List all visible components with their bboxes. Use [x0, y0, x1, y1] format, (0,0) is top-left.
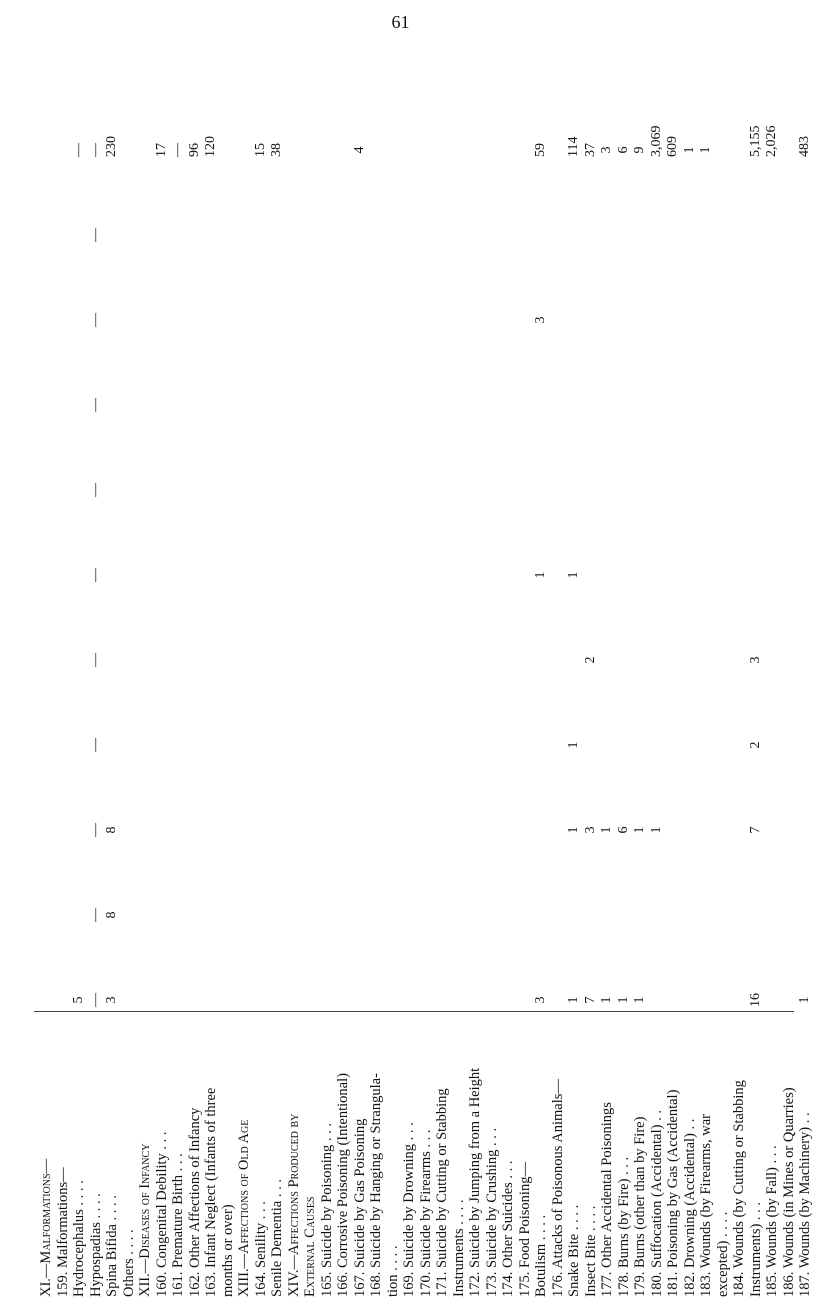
- table-cell: —: [87, 823, 103, 837]
- section-heading: XIV.—Affections Produced by: [285, 1113, 302, 1297]
- table-cell: 114: [566, 136, 581, 157]
- row-label: 163. Infant Neglect (Infants of three: [203, 1087, 219, 1297]
- row-label: 159. Malformations—: [54, 1167, 71, 1297]
- table-cell: 3: [533, 996, 548, 1004]
- table-cell: 1: [566, 826, 581, 834]
- table-cell: 3: [599, 146, 614, 154]
- row-label: 162. Other Affections of Infancy: [186, 1107, 203, 1297]
- table-cell: 96: [186, 143, 202, 157]
- table-cell: 59: [533, 143, 548, 157]
- table-cell: 1: [566, 741, 581, 749]
- table-cell: 2,026: [764, 125, 779, 157]
- table-cell: 4: [351, 146, 367, 154]
- table-cell: 3,069: [648, 125, 664, 157]
- row-label: Instruments) . . .: [747, 1201, 764, 1297]
- table-cell: —: [87, 738, 103, 752]
- table-cell: —: [87, 908, 103, 922]
- table-cell: 1: [698, 146, 713, 154]
- row-label: 174. Other Suicides . . .: [500, 1160, 516, 1297]
- table-cell: 1: [632, 996, 647, 1004]
- table-cell: 3: [104, 996, 119, 1004]
- table-cell: —: [170, 143, 185, 157]
- row-label: Hydrocephalus . . . .: [71, 1180, 87, 1297]
- row-label: 170. Suicide by Firearms . . .: [417, 1129, 434, 1297]
- table-cell: 38: [269, 143, 284, 157]
- row-label: 187. Wounds (by Machinery) . .: [797, 1112, 813, 1297]
- row-label: months or over): [219, 1204, 236, 1297]
- table-cell: 230: [104, 136, 119, 157]
- row-label: 178. Burns (by Fire) . . .: [615, 1156, 632, 1297]
- row-label: 168. Suicide by Hanging or Strangula-: [368, 1073, 384, 1297]
- table-cell: 1: [566, 571, 581, 579]
- section-heading: XIII.—Affections of Old Age: [236, 1119, 252, 1297]
- row-label: 181. Poisoning by Gas (Accidental): [665, 1089, 681, 1297]
- table-cell: 8: [104, 911, 119, 919]
- table-cell: —: [87, 993, 103, 1007]
- table-cell: 5,155: [747, 125, 763, 157]
- table-cell: 15: [252, 143, 268, 157]
- table-cell: 17: [153, 143, 169, 157]
- section-heading: External Causes: [302, 1196, 318, 1297]
- table-cell: 1: [533, 571, 548, 579]
- table-cell: 2: [747, 741, 763, 749]
- table-cell: 483: [797, 136, 812, 157]
- row-label: 169. Suicide by Drowning . . .: [401, 1122, 417, 1297]
- table-cell: 37: [582, 143, 598, 157]
- row-label: 182. Drowning (Accidental) . .: [681, 1118, 698, 1297]
- table-cell: —: [87, 483, 103, 497]
- table-cell: 609: [665, 136, 680, 157]
- row-label: Others . . . .: [120, 1229, 137, 1297]
- row-label: Spina Bifida . . . .: [104, 1195, 120, 1297]
- table-cell: 9: [632, 146, 647, 154]
- row-label: 175. Food Poisoning—: [516, 1162, 533, 1297]
- table-cell: 2: [582, 656, 598, 664]
- row-label: 165. Suicide by Poisoning . . .: [318, 1122, 335, 1297]
- section-heading: XI.—Malformations—: [38, 1158, 54, 1297]
- table-cell: —: [87, 143, 103, 157]
- table-cell: 3: [582, 826, 598, 834]
- row-label: 184. Wounds (by Cutting or Stabbing: [731, 1080, 747, 1297]
- table-cell: —: [87, 568, 103, 582]
- row-label: Hypospadias . . . .: [87, 1193, 104, 1297]
- row-label: 173. Suicide by Crushing . . .: [483, 1127, 500, 1297]
- row-label: 186. Wounds (in Mines or Quarries): [780, 1087, 797, 1297]
- table-cell: 1: [566, 996, 581, 1004]
- row-label: Snake Bite . . . .: [566, 1204, 582, 1297]
- row-label: 160. Congenital Debility . . .: [153, 1131, 170, 1297]
- row-label: 167. Suicide by Gas Poisoning: [351, 1118, 368, 1297]
- section-heading: XII.—Diseases of Infancy: [137, 1143, 153, 1297]
- row-label: excepted) . . . .: [714, 1211, 731, 1297]
- table-cell: 120: [203, 136, 218, 157]
- table-cell: 7: [747, 826, 763, 834]
- table-cell: 6: [615, 826, 631, 834]
- table-cell: 5: [71, 996, 86, 1004]
- table-cell: 3: [533, 316, 548, 324]
- row-label: 179. Burns (other than by Fire): [632, 1116, 648, 1297]
- row-label: 180. Suffocation (Accidental) . .: [648, 1110, 665, 1297]
- table-cell: 1: [615, 996, 631, 1004]
- row-label: Senile Dementia . . .: [269, 1179, 285, 1297]
- row-label: 185. Wounds (by Fall) . . .: [764, 1145, 780, 1297]
- row-label: 177. Other Accidental Poisonings: [599, 1102, 615, 1297]
- table-cell: 1: [648, 826, 664, 834]
- row-label: 164. Senility . . .: [252, 1201, 269, 1297]
- table-cell: 3: [747, 656, 763, 664]
- table-row: [795, 0, 817, 1307]
- table-cell: —: [87, 313, 103, 327]
- page-number: 61: [391, 12, 410, 32]
- table-cell: —: [71, 143, 86, 157]
- table-cell: —: [87, 228, 103, 242]
- table-cell: —: [87, 653, 103, 667]
- row-label: 166. Corrosive Poisoning (Intentional): [335, 1073, 351, 1297]
- table-cell: —: [87, 398, 103, 412]
- row-label: 183. Wounds (by Firearms, war: [698, 1113, 714, 1297]
- table-cell: 1: [797, 996, 812, 1004]
- table-cell: 1: [632, 826, 647, 834]
- table-cell: 8: [104, 826, 119, 834]
- row-label: 176. Attacks of Poisonous Animals—: [549, 1079, 566, 1297]
- table-cell: 1: [599, 826, 614, 834]
- row-label: 172. Suicide by Jumping from a Height: [467, 1067, 483, 1297]
- table-cell: 1: [681, 146, 697, 154]
- row-label: Botulism . . . .: [533, 1214, 549, 1297]
- row-label: 161. Premature Birth . . .: [170, 1153, 186, 1297]
- row-label: Instruments . . . .: [450, 1199, 467, 1297]
- table-cell: 7: [582, 996, 598, 1004]
- table-cell: 1: [599, 996, 614, 1004]
- table-cell: 6: [615, 146, 631, 154]
- row-label: tion . . . .: [384, 1245, 401, 1297]
- row-label: Insect Bite . . . .: [582, 1205, 599, 1297]
- table-cell: 16: [747, 993, 763, 1007]
- row-label: 171. Suicide by Cutting or Stabbing: [434, 1088, 450, 1297]
